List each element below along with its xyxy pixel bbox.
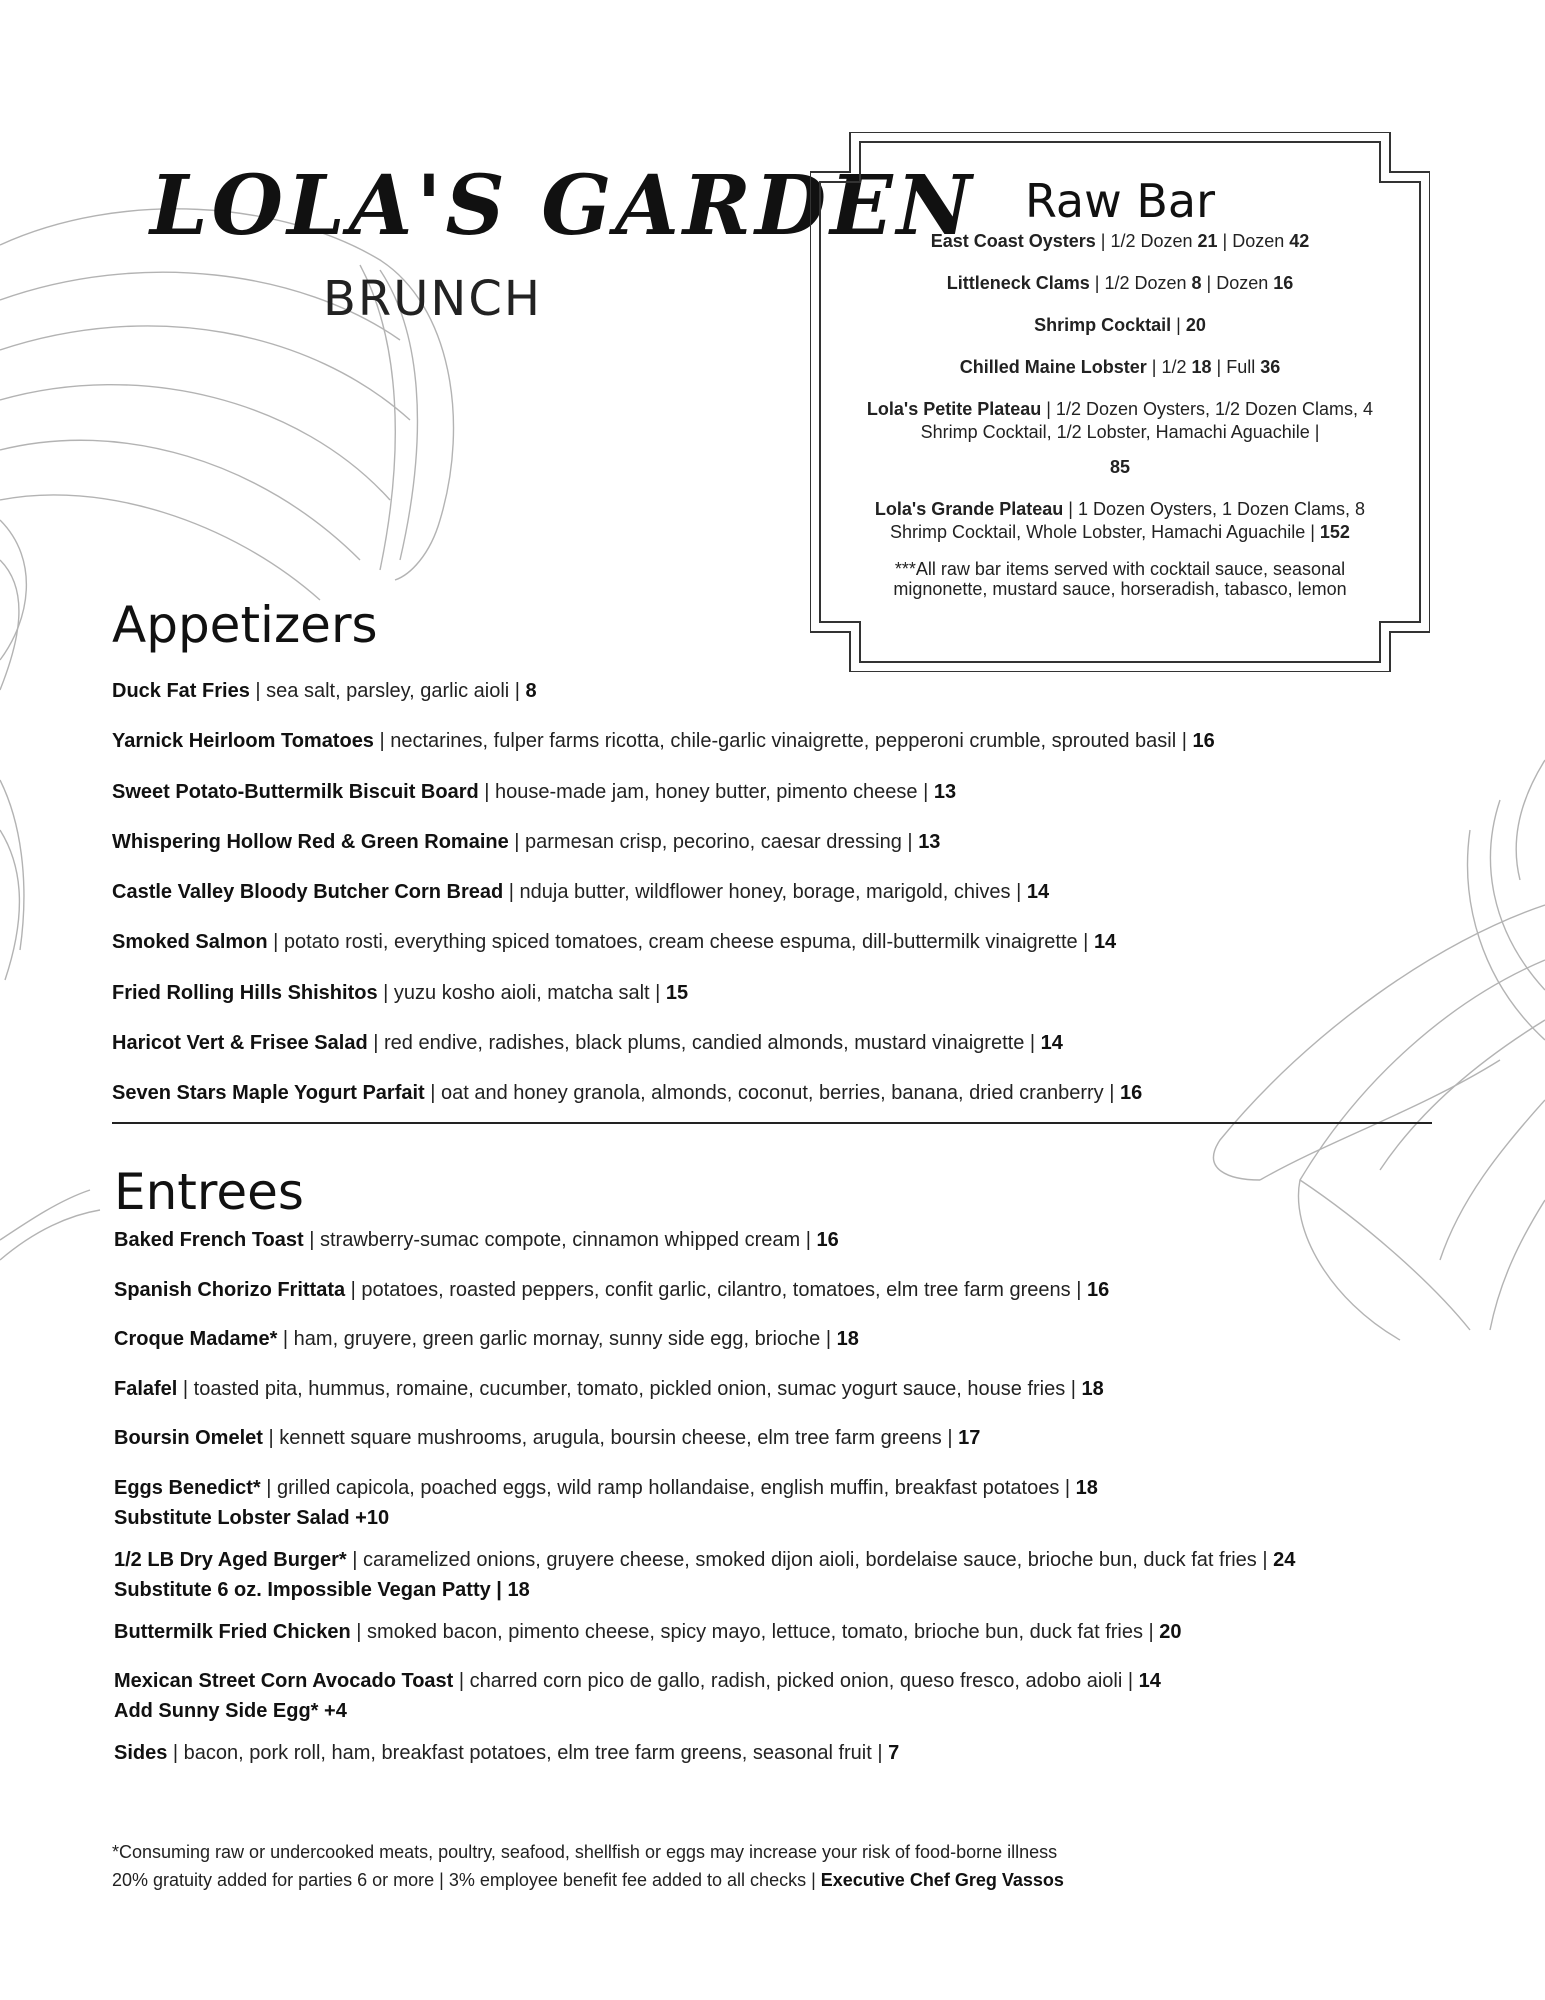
entrees-section (114, 1163, 1444, 1788)
menu-item: Baked French Toast | strawberry-sumac compote, cinnamon whipped cream | 16 (114, 1229, 839, 1251)
menu-item: Buttermilk Fried Chicken | smoked bacon, pimento cheese, spicy mayo, lettuce, tomato, brioche bun, duck fat fries | 20 (114, 1620, 1182, 1643)
menu-item: Duck Fat Fries | sea salt, parsley, garlic aioli | 8 (112, 680, 537, 702)
item-option: Substitute Lobster Salad +10 (114, 1506, 390, 1529)
restaurant-logo: LOLA'S GARDEN (150, 158, 976, 254)
appetizers-section (112, 596, 1442, 1129)
brand-block (150, 158, 976, 327)
menu-item: Fried Rolling Hills Shishitos | yuzu kosho aioli, matcha salt | 15 (112, 981, 689, 1004)
raw-bar-item: Littleneck Clams | 1/2 Dozen 8 | Dozen 16 (946, 273, 1294, 293)
raw-bar-item: Lola's Grande Plateau | 1 Dozen Oysters, 1 Dozen Clams, 8 Shrimp Cocktail, Whole Lobster, Hamachi Aguachile | 152 (874, 499, 1366, 542)
menu-item: Falafel | toasted pita, hummus, romaine, cucumber, tomato, pickled onion, sumac yogurt sauce, house fries | 18 (114, 1377, 1104, 1400)
price: 85 (1109, 457, 1131, 477)
menu-item: Mexican Street Corn Avocado Toast | charred corn pico de gallo, radish, picked onion, queso fresco, adobo aioli | 14 Add Sunny Side Egg* +4 (114, 1666, 1444, 1726)
menu-subtitle: BRUNCH (323, 271, 542, 327)
menu-item: Smoked Salmon | potato rosti, everything spiced tomatoes, cream cheese espuma, dill-buttermilk vinaigrette | 14 (112, 931, 1117, 954)
health-disclaimer: *Consuming raw or undercooked meats, poultry, seafood, shellfish or eggs may increase your risk of food-borne illness (112, 1842, 1058, 1862)
section-title-entrees: Entrees (114, 1163, 304, 1221)
raw-bar-box (810, 132, 1430, 672)
menu-item: Spanish Chorizo Frittata | potatoes, roasted peppers, confit garlic, cilantro, tomatoes, elm tree farm greens | 16 (114, 1278, 1110, 1301)
menu-item: 1/2 LB Dry Aged Burger* | caramelized onions, gruyere cheese, smoked dijon aioli, bordelaise sauce, brioche bun, duck fat fries | 24 Substitute 6 oz. Impossible Vegan Patty | 18 (114, 1545, 1444, 1605)
menu-item: Croque Madame* | ham, gruyere, green garlic mornay, sunny side egg, brioche | 18 (114, 1328, 859, 1350)
item-option: Add Sunny Side Egg* +4 (114, 1700, 347, 1722)
raw-bar-item: Shrimp Cocktail | 20 (1034, 315, 1206, 335)
menu-item: Boursin Omelet | kennett square mushrooms, arugula, boursin cheese, elm tree farm greens | 17 (114, 1427, 981, 1449)
section-title-appetizers: Appetizers (112, 596, 378, 654)
menu-item: Seven Stars Maple Yogurt Parfait | oat and honey granola, almonds, coconut, berries, banana, dried cranberry | 16 (112, 1082, 1143, 1105)
menu-item: Castle Valley Bloody Butcher Corn Bread | nduja butter, wildflower honey, borage, marigold, chives | 14 (112, 881, 1050, 904)
menu-item: Sweet Potato-Buttermilk Biscuit Board | house-made jam, honey butter, pimento cheese | 13 (112, 780, 957, 803)
menu-item: Haricot Vert & Frisee Salad | red endive, radishes, black plums, candied almonds, mustard vinaigrette | 14 (112, 1032, 1063, 1055)
raw-bar-note: ***All raw bar items served with cocktail sauce, seasonal mignonette, mustard sauce, horseradish, tabasco, lemon (893, 559, 1347, 599)
menu-item: Sides | bacon, pork roll, ham, breakfast potatoes, elm tree farm greens, seasonal fruit | 7 (114, 1742, 900, 1764)
menu-item: Yarnick Heirloom Tomatoes | nectarines, fulper farms ricotta, chile-garlic vinaigrette, pepperoni crumble, sprouted basil | 16 (112, 730, 1215, 753)
raw-bar-item: East Coast Oysters | 1/2 Dozen 21 | Dozen 42 (930, 231, 1310, 251)
section-divider (112, 1122, 1432, 1124)
item-option: Substitute 6 oz. Impossible Vegan Patty | 18 (114, 1578, 530, 1601)
raw-bar-item: Lola's Petite Plateau | 1/2 Dozen Oysters, 1/2 Dozen Clams, 4 Shrimp Cocktail, 1/2 Lobster, Hamachi Aguachile | 85 (852, 398, 1388, 479)
footer (112, 1838, 1442, 1894)
gratuity-note: 20% gratuity added for parties 6 or more | 3% employee benefit fee added to all checks | Executive Chef Greg Vassos (112, 1870, 1064, 1890)
raw-bar-item: Chilled Maine Lobster | 1/2 18 | Full 36 (959, 357, 1281, 377)
raw-bar-content (852, 174, 1388, 599)
menu-item: Whispering Hollow Red & Green Romaine | parmesan crisp, pecorino, caesar dressing | 13 (112, 830, 941, 853)
raw-bar-title: Raw Bar (1024, 174, 1216, 228)
menu-item: Eggs Benedict* | grilled capicola, poached eggs, wild ramp hollandaise, english muffin, breakfast potatoes | 18 Substitute Lobster Salad +10 (114, 1473, 1444, 1533)
chef-credit: Executive Chef Greg Vassos (820, 1870, 1064, 1890)
